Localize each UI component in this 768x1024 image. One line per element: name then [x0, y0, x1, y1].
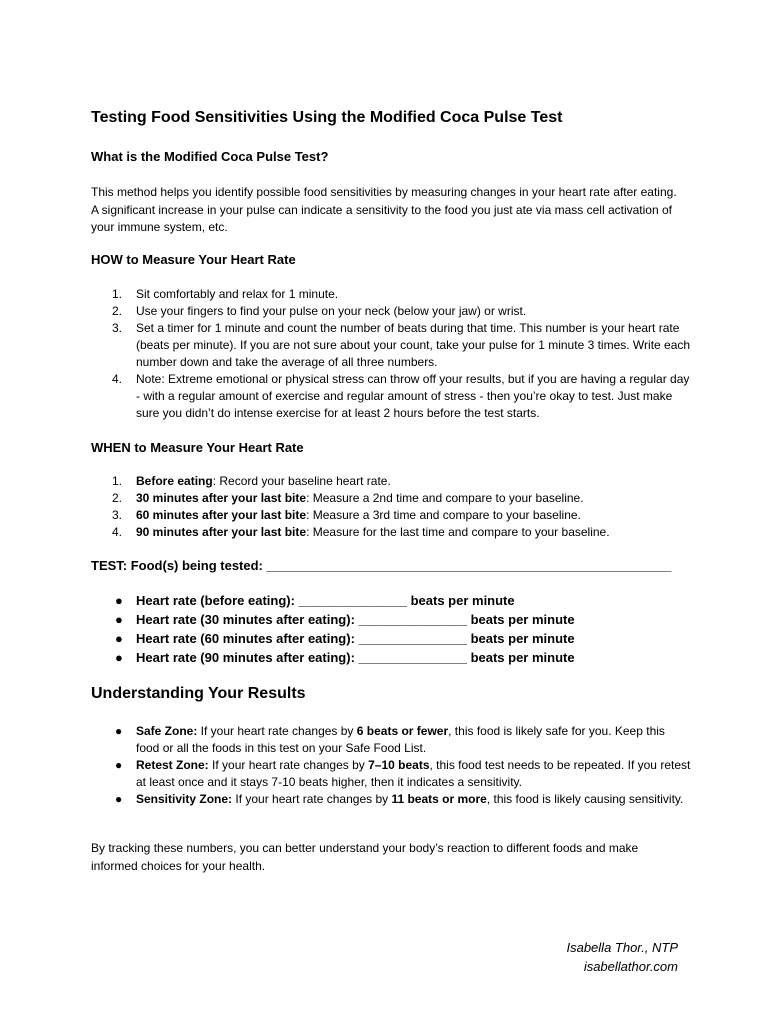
- list-item: [91, 524, 691, 541]
- zone-threshold: 7–10 beats: [368, 758, 430, 772]
- how-steps-list: [91, 286, 691, 422]
- when-steps-list: [91, 473, 691, 541]
- list-number: 1.: [112, 287, 123, 301]
- results-heading: Understanding Your Results: [91, 685, 306, 702]
- list-item: [91, 320, 691, 371]
- list-number: 3.: [112, 321, 123, 335]
- list-item-bold: Before eating: [136, 474, 213, 488]
- bullet-icon: ●: [115, 758, 123, 772]
- list-item-text: : Record your baseline heart rate.: [212, 474, 391, 488]
- heart-rate-list: [91, 591, 691, 667]
- list-number: 4.: [112, 372, 123, 386]
- list-item: [91, 648, 691, 667]
- list-number: 4.: [112, 525, 123, 539]
- author-name: Isabella Thor., NTP: [566, 940, 678, 955]
- list-item: [91, 303, 691, 320]
- bullet-icon: ●: [115, 650, 123, 665]
- closing-paragraph: By tracking these numbers, you can better understand your body’s reaction to different foods and make informed choices for your health.: [91, 841, 639, 873]
- list-item-text: Note: Extreme emotional or physical stress can throw off your results, but if you are having a regular day - with a regular amount of exercise and regular amount of stress - then you’re okay to test. Just make sure you didn’t do intense exercise for at least 2 hours before the test starts.: [136, 372, 690, 420]
- signature-block: [566, 938, 678, 976]
- zone-threshold: 11 beats or more: [391, 792, 487, 806]
- list-item-text: : Measure a 3rd time and compare to your baseline.: [306, 508, 581, 522]
- bullet-icon: ●: [115, 631, 123, 646]
- list-item-text: : Measure a 2nd time and compare to your baseline.: [306, 491, 584, 505]
- list-item-text: Sit comfortably and relax for 1 minute.: [136, 287, 339, 301]
- heart-rate-field: Heart rate (30 minutes after eating): _______________ beats per minute: [136, 612, 575, 627]
- bullet-icon: ●: [115, 612, 123, 627]
- zone-text: If your heart rate changes by: [197, 724, 357, 738]
- author-website: isabellathor.com: [583, 959, 678, 974]
- what-heading: What is the Modified Coca Pulse Test?: [91, 149, 329, 164]
- list-number: 3.: [112, 508, 123, 522]
- bullet-icon: ●: [115, 792, 123, 806]
- list-number: 2.: [112, 491, 123, 505]
- zone-threshold: 6 beats or fewer: [356, 724, 449, 738]
- heart-rate-field: Heart rate (before eating): _______________ beats per minute: [136, 593, 515, 608]
- results-list: [91, 723, 691, 808]
- zone-label: Sensitivity Zone:: [136, 792, 233, 806]
- list-item: [91, 490, 691, 507]
- list-item: [91, 610, 691, 629]
- list-item-bold: 60 minutes after your last bite: [136, 508, 307, 522]
- list-item-bold: 30 minutes after your last bite: [136, 491, 307, 505]
- list-item: [91, 473, 691, 490]
- what-body: This method helps you identify possible food sensitivities by measuring changes in your heart rate after eating. A significant increase in your pulse can indicate a sensitivity to the food you just ate via mass cell activation of your immune system, etc.: [91, 185, 677, 234]
- list-item: [91, 723, 691, 757]
- zone-text: , this food is likely safe for you. Keep this food or all the foods in this test on your Safe Food List.: [136, 724, 665, 755]
- zone-label: Retest Zone:: [136, 758, 209, 772]
- list-item-bold: 90 minutes after your last bite: [136, 525, 307, 539]
- page-title: Testing Food Sensitivities Using the Modified Coca Pulse Test: [91, 109, 563, 126]
- list-item: [91, 371, 691, 422]
- list-item: [91, 507, 691, 524]
- list-item: [91, 629, 691, 648]
- zone-text: , this food is likely causing sensitivity.: [486, 792, 684, 806]
- list-item: [91, 791, 691, 808]
- list-number: 1.: [112, 474, 123, 488]
- list-item-text: Use your fingers to find your pulse on your neck (below your jaw) or wrist.: [136, 304, 527, 318]
- food-tested-field: TEST: Food(s) being tested: ________________________________________________________: [91, 558, 672, 573]
- heart-rate-field: Heart rate (90 minutes after eating): _______________ beats per minute: [136, 650, 575, 665]
- bullet-icon: ●: [115, 724, 123, 738]
- zone-text: , this food test needs to be repeated. If you retest at least once and it stays 7-10 beats higher, then it indicates a sensitivity.: [136, 758, 691, 789]
- list-item: [91, 286, 691, 303]
- list-item: [91, 757, 691, 791]
- bullet-icon: ●: [115, 593, 123, 608]
- when-heading: WHEN to Measure Your Heart Rate: [91, 440, 304, 455]
- zone-text: If your heart rate changes by: [208, 758, 369, 772]
- list-item-text: Set a timer for 1 minute and count the number of beats during that time. This number is your heart rate (beats per minute). If you are not sure about your count, take your pulse for 1 minute 3 times. Write each number down and take the average of all three numbers.: [136, 321, 691, 369]
- zone-label: Safe Zone:: [136, 724, 198, 738]
- zone-text: If your heart rate changes by: [232, 792, 392, 806]
- list-item-text: : Measure for the last time and compare to your baseline.: [306, 525, 610, 539]
- list-number: 2.: [112, 304, 123, 318]
- how-heading: HOW to Measure Your Heart Rate: [91, 252, 296, 267]
- list-item: [91, 591, 691, 610]
- heart-rate-field: Heart rate (60 minutes after eating): _______________ beats per minute: [136, 631, 575, 646]
